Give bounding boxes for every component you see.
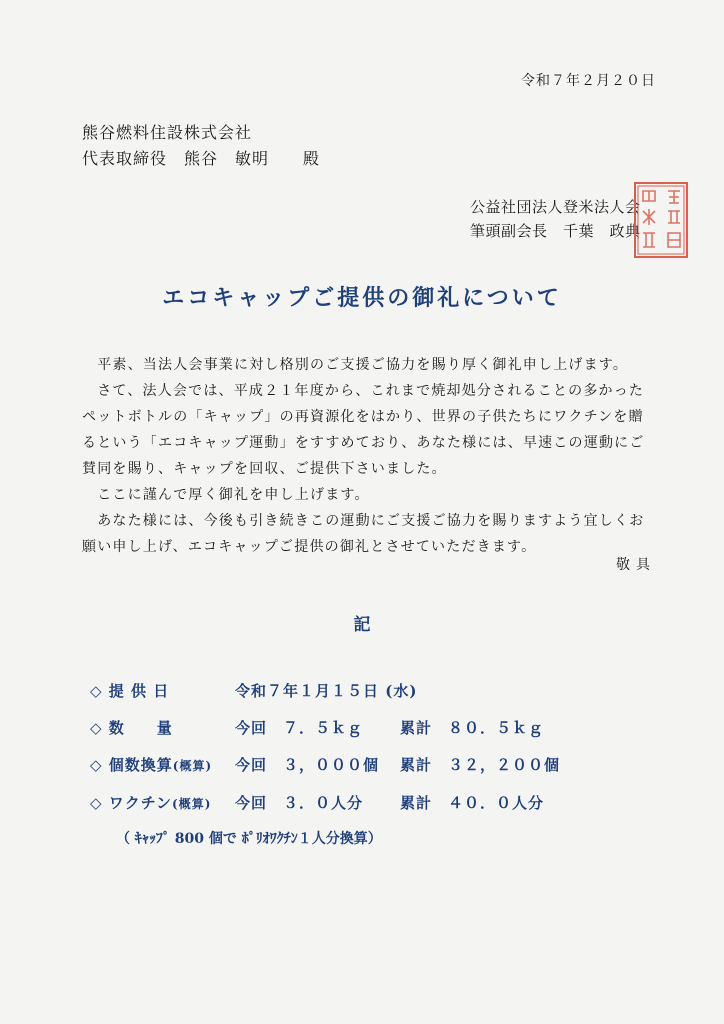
body-line: さて、法人会では、平成２１年度から、これまで焼却処分されることの多かった [82,383,645,399]
quantity-total: 累計 ８０．５ｋｇ [400,719,545,737]
official-seal-icon [633,181,689,259]
letter-date: 令和７年２月２０日 [521,73,656,89]
provide-date-value: 令和７年１月１５日 (水) [235,682,418,700]
count-total: 累計 ３２，２００個 [400,756,561,774]
letter-title: エコキャップご提供の御礼について [162,285,562,311]
vaccine-label-note: (概算) [172,797,212,811]
body-line: るという「エコキャップ運動」をすすめており、あなた様には、早速この運動にご [82,435,645,451]
recipient-company: 熊谷燃料住設株式会社 [82,123,253,142]
body-line: ペットボトルの「キャップ」の再資源化をはかり、世界の子供たちにワクチンを贈 [82,409,644,425]
vaccine-total: 累計 ４０．０人分 [400,794,545,812]
vaccine-current: 今回 ３．０人分 [235,794,364,812]
body-line: 平素、当法人会事業に対し格別のご支援ご協力を賜り厚く御礼申し上げます。 [82,357,629,373]
body-line: ここに謹んで厚く御礼を申し上げます。 [82,487,370,503]
vaccine-label [90,792,211,813]
sender-person: 筆頭副会長 千葉 政典 [470,222,641,240]
vaccine-label-text: ◇ ワクチン [90,794,173,812]
ki-heading: 記 [353,615,371,635]
conversion-note: （ ｷｬｯﾌﾟ 800 個で ﾎﾟﾘｵﾜｸﾁﾝ１人分換算） [116,831,382,847]
quantity-label: ◇ 数 量 [90,719,173,737]
sender-organization: 公益社団法人登米法人会 [470,198,641,216]
body-line: 願い申し上げ、エコキャップご提供の御礼とさせていただきます。 [82,539,537,555]
count-label-text: ◇ 個数換算 [90,756,173,774]
count-label-note: (概算) [172,759,213,773]
body-line: あなた様には、今後も引き続きこの運動にご支援ご協力を賜りますよう宜しくお [82,513,645,529]
closing-phrase: 敬具 [616,557,656,573]
quantity-current: 今回 ７．５ｋｇ [235,719,364,737]
recipient-person: 代表取締役 熊谷 敏明 殿 [82,149,321,168]
body-line: 賛同を賜り、キャップを回収、ご提供下さいました。 [82,461,447,477]
provide-date-label: ◇ 提 供 日 [90,682,170,700]
count-label [90,754,212,775]
count-current: 今回 ３，０００個 [235,756,380,774]
